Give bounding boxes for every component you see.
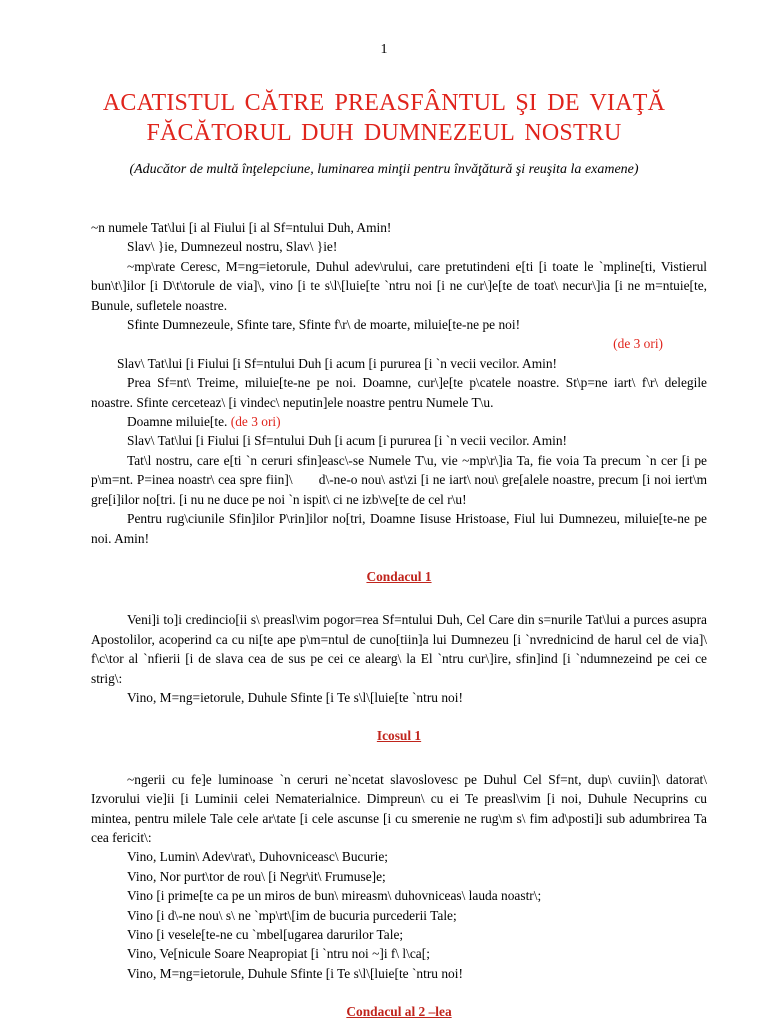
icos-line: Vino, Lumin\ Adev\rat\, Duhovniceasc\ Bucurie; — [127, 849, 388, 865]
icos-line: Vino, Ve[nicule Soare Neapropiat [i `ntru noi ~]i f\ l\ca[; — [127, 946, 430, 962]
icos-line: Vino [i vesele[te-ne cu `mbel[ugarea darurilor Tale; — [127, 927, 404, 942]
repeat-note: (de 3 ori) — [230, 414, 281, 430]
doamne-miluieste-text: Doamne miluie[te. — [127, 414, 228, 430]
paragraph-tatal-nostru: Tat\l nostru, care e[ti `n ceruri sfin]easc\-se Numele T\u, vie ~mp\r\]ia Ta, fie voia Ta precum `n cer [i pe p\m=nt. P=inea noastr\ cea spre fiin]\ d\-ne-o nou\ ast\zi [i ne iart\ nou\ gre[alele noastre, precum [i noi iert\m gre[i]ilor no[tri. [i nu ne duce pe noi `n ispit\ ci ne izb\ve[te de cel r\u! — [91, 452, 711, 507]
paragraph-sfinte-dumnezeule: Sfinte Dumnezeule, Sfinte tare, Sfinte f\r\ de moarte, miluie[te-ne pe noi! — [127, 317, 521, 333]
paragraph-slava: Slav\ }ie, Dumnezeul nostru, Slav\ }ie! — [127, 239, 338, 255]
refrain: Vino, M=ng=ietorule, Duhule Sfinte [i Te s\l\[luie[te `ntru noi! — [127, 965, 463, 981]
document-subtitle: (Aducător de multă înţelepciune, luminarea minţii pentru învăţătură şi reuşita la examene) — [129, 162, 639, 177]
document-body — [91, 218, 711, 1022]
icosul-1-text: ~ngerii cu fe]e luminoase `n ceruri ne`ncetat slavoslovesc pe Duhul Cel Sf=nt, dup\ cuviin]\ datorat\ Izvorului vie]ii [i Luminii celei Nematerialnice. Dimpreun\ cu ei Te preasl\vim [i noi, Duhule Necuprins cu mintea, pentru milele Tale cele ar\tate [i cele ascunse [i cu smerenie ne rug\m s\ fim ad\posti]i sub adumbrirea Ta cea fericit\: — [91, 771, 707, 845]
paragraph-slava-tatalui: Slav\ Tat\lui [i Fiului [i Sf=ntului Duh [i acum [i pururea [i `n vecii vecilor. Amin! — [117, 355, 557, 371]
paragraph-prea-sfanta-treime: Prea Sf=nt\ Treime, miluie[te-ne pe noi. Doamne, cur\]e[te p\catele noastre. St\p=ne iart\ f\r\ delegile noastre. Sfinte cerceteaz\ [i vindec\ neputin]ele noastre pentru Numele T\u. — [91, 375, 707, 410]
paragraph-pentru-rugaciunile: Pentru rug\ciunile Sfin]ilor P\rin]ilor no[tri, Doamne Iisuse Hristoase, Fiul lui Dumnezeu, miluie[te-ne pe noi. Amin! — [91, 511, 707, 546]
section-heading-condacul-2: Condacul al 2 –lea — [346, 1004, 452, 1020]
section-heading-icosul-1: Icosul 1 — [376, 728, 422, 744]
paragraph-doamne-miluieste — [91, 412, 707, 431]
icos-line: Vino [i prime[te ca pe un miros de bun\ mireasm\ duhovniceas\ lauda noastr\; — [127, 888, 542, 904]
repeat-note: (de 3 ori) — [613, 336, 663, 352]
refrain: Vino, M=ng=ietorule, Duhule Sfinte [i Te s\l\[luie[te `ntru noi! — [127, 689, 463, 705]
paragraph-invocation: ~n numele Tat\lui [i al Fiului [i al Sf=ntului Duh, Amin! — [91, 220, 392, 235]
paragraph-imparate-ceresc: ~mp\rate Ceresc, M=ng=ietorule, Duhul adev\rului, care pretutindeni e[ti [i toate le `mpline[ti, Vistierul bun\t\]ilor [i D\t\torule de via]\, vino [i te s\l\[luie[te `ntru noi [i ne cur\]e[te de toat\ necur\]ia [i ne m=ntuie[te, Bunule, sufletele noastre. — [91, 258, 707, 313]
page-number: 1 — [380, 42, 388, 57]
condacul-1-text: Veni]i to]i credincio[ii s\ preasl\vim pogor=rea Sf=ntului Duh, Cel Care din s=nurile Tat\lui a purces asupra Apostolilor, acoperind ca cu ni[te ape p\m=ntul de cuno[tiin]a lui Dumnezeu [i `nvrednicind de harul cel de via]\ f\c\tor al `nfierii [i de slava cea de sus pe cei ce alearg\ la El `ntru cur\]ire, sfin]ind [i `ndumnezeind pe cei ce strig\: — [91, 612, 707, 686]
icos-line: Vino [i d\-ne nou\ s\ ne `mp\rt\[im de bucuria purcederii Tale; — [127, 907, 457, 923]
paragraph-slava-tatalui-2: Slav\ Tat\lui [i Fiului [i Sf=ntului Duh [i acum [i pururea [i `n vecii vecilor. Amin! — [127, 433, 567, 449]
section-heading-condacul-1: Condacul 1 — [366, 568, 432, 584]
icos-line: Vino, Nor purt\tor de rou\ [i Negr\it\ Frumuse]e; — [127, 868, 386, 884]
document-title: ACATISTUL CĂTRE PREASFÂNTUL ŞI DE VIAŢĂ FĂCĂTORUL DUH DUMNEZEUL NOSTRU — [102, 90, 666, 146]
